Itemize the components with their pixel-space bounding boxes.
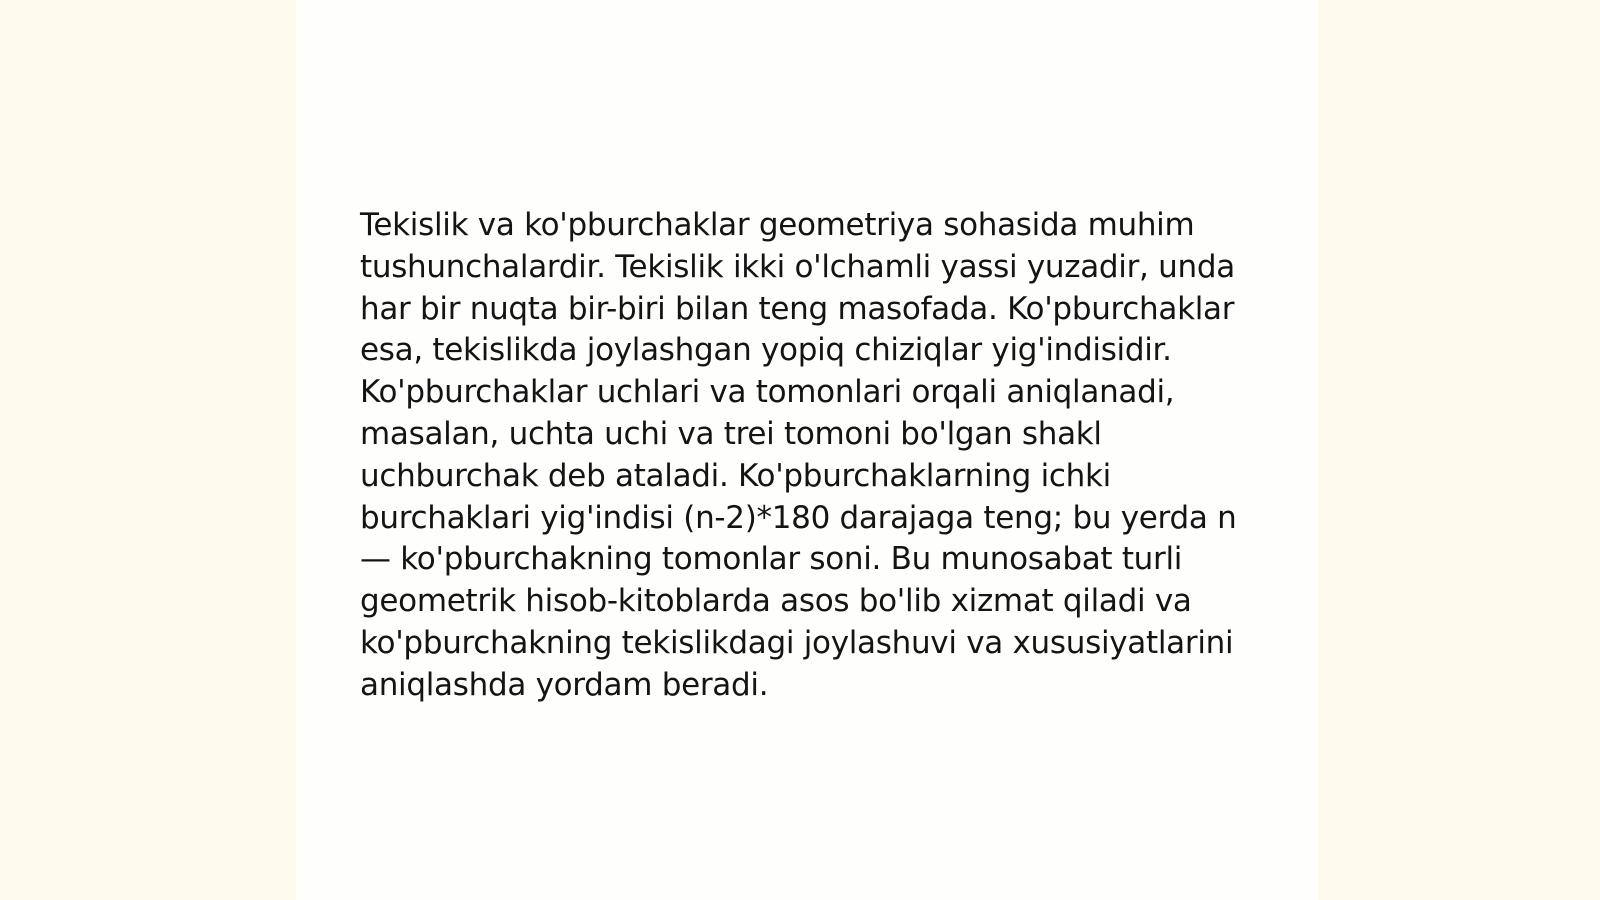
body-paragraph: Tekislik va ko'pburchaklar geometriya sohasida muhim tushunchalardir. Tekislik ikki o'lchamli yassi yuzadir, unda har bir nuqta bir-biri bilan teng masofada. Ko'pburchaklar esa, tekislikda joylashgan yopiq chiziqlar yig'indisidir. Ko'pburchaklar uchlari va tomonlari orqali aniqlanadi, masalan, uchta uchi va trei tomoni bo'lgan shakl uchburchak deb ataladi. Ko'pburchaklarning ichki burchaklari yig'indisi (n-2)*180 darajaga teng; bu yerda n — ko'pburchakning tomonlar soni. Bu munosabat turli geometrik hisob-kitoblarda asos bo'lib xizmat qiladi va ko'pburchakning tekislikdagi joylashuvi va xususiyatlarini aniqlashda yordam beradi. <box>360 207 1237 703</box>
